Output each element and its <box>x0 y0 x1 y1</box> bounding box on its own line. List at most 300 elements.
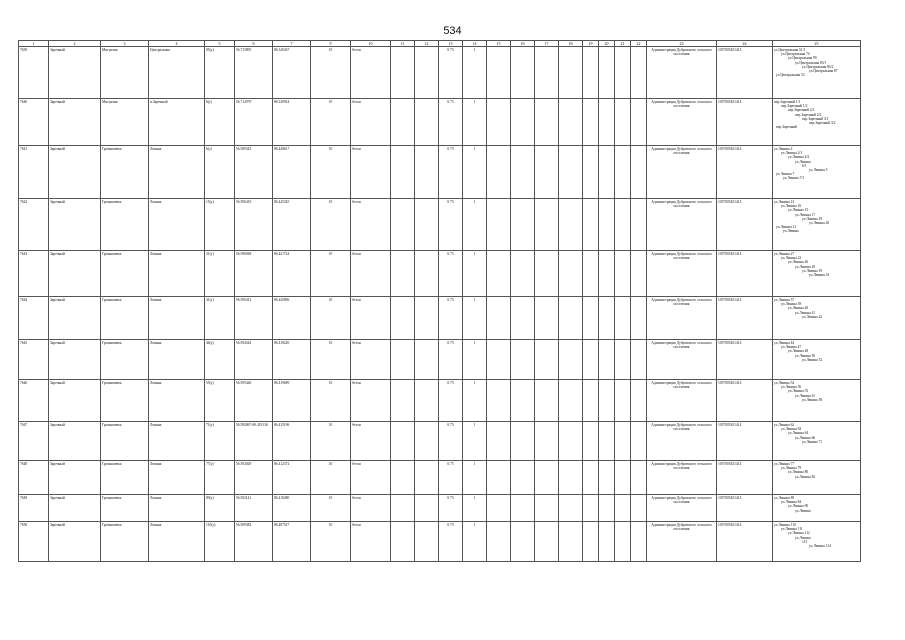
settlement-cell: Громышевка <box>101 199 149 251</box>
house-cell: 15(у) <box>205 199 235 251</box>
street-cell: Ленина <box>149 146 205 199</box>
column-number-cell: 17 <box>535 41 559 47</box>
address-line: ул.Ленина 4/2 <box>788 155 810 160</box>
address-line: ул.Ленина 19 <box>802 268 823 273</box>
house-cell: 31(у) <box>205 251 235 297</box>
address-line: ул.Ленина 63 <box>781 427 802 432</box>
empty-cell <box>487 461 511 495</box>
house-cell: 6(у) <box>205 99 235 146</box>
empty-cell <box>583 47 599 99</box>
address-line: ул.Центральная 99 <box>788 56 817 61</box>
empty-cell <box>391 522 415 562</box>
column-number-cell: 19 <box>583 41 599 47</box>
address-line: ул.Ленина 52 <box>802 357 823 362</box>
owner-cell: Администрация Дубровского сельского поселения <box>647 495 717 522</box>
longitude-cell: 86.407527 <box>273 522 311 562</box>
empty-cell <box>415 99 439 146</box>
address-line: ул.Ленина 33 <box>809 273 830 278</box>
house-cell: 41(у) <box>205 297 235 340</box>
street-cell: Ленина <box>149 495 205 522</box>
column-number-cell: 9 <box>311 41 351 47</box>
empty-cell <box>511 522 535 562</box>
empty-cell <box>599 522 615 562</box>
column-number-cell: 5 <box>205 41 235 47</box>
longitude-cell: 86.419689 <box>273 380 311 422</box>
empty-cell <box>631 47 647 99</box>
settlement-cell: Громышевка <box>101 340 149 380</box>
empty-cell <box>535 461 559 495</box>
column-number-cell: 20 <box>599 41 615 47</box>
settlement-cell: Громышевка <box>101 251 149 297</box>
empty-cell <box>615 47 631 99</box>
address-line: ул.Ленина 90 <box>788 504 809 509</box>
count-cell: 1 <box>463 380 487 422</box>
owner-cell: Администрация Дубровского сельского поселения <box>647 297 717 340</box>
empty-cell <box>615 251 631 297</box>
empty-cell <box>535 422 559 461</box>
empty-cell <box>391 99 415 146</box>
empty-cell <box>559 297 583 340</box>
area-cell: 0.75 <box>439 99 463 146</box>
district-cell: Заречный <box>49 422 101 461</box>
address-line: ул.Ленина <box>795 535 811 540</box>
ogrn-cell: 1057005451414 <box>717 422 773 461</box>
longitude-cell: 86.418220 <box>273 340 311 380</box>
empty-cell <box>487 495 511 522</box>
row-number-cell: 7643 <box>19 251 49 297</box>
empty-cell <box>615 146 631 199</box>
empty-cell <box>599 461 615 495</box>
address-line: ул.Ленина 61 <box>795 393 816 398</box>
empty-cell <box>391 461 415 495</box>
address-line: ул.Ленина 50 <box>795 353 816 358</box>
ogrn-cell: 1057005451414 <box>717 297 773 340</box>
house-cell: 89(у) <box>205 495 235 522</box>
address-line: ул.Ленина 111 <box>781 527 803 532</box>
street-cell: Ленина <box>149 422 205 461</box>
table-row <box>19 380 861 422</box>
material-cell: бетон <box>351 340 391 380</box>
table-row <box>19 99 861 146</box>
empty-cell <box>511 146 535 199</box>
addresses-cell <box>773 461 861 495</box>
empty-cell <box>631 99 647 146</box>
empty-cell <box>599 495 615 522</box>
empty-cell <box>535 297 559 340</box>
owner-cell: Администрация Дубровского сельского поселения <box>647 340 717 380</box>
district-cell: Заречный <box>49 297 101 340</box>
longitude-cell: 86.330924 <box>273 99 311 146</box>
col9-cell: 10 <box>311 146 351 199</box>
district-cell: Заречный <box>49 47 101 99</box>
row-number-cell: 7639 <box>19 47 49 99</box>
area-cell: 0.75 <box>439 199 463 251</box>
address-line: пер.Заречный 1/2 <box>781 104 808 109</box>
address-line: ул.Ленина 42 <box>802 314 823 319</box>
area-cell: 0.75 <box>439 522 463 562</box>
addresses-cell <box>773 146 861 199</box>
empty-cell <box>583 251 599 297</box>
row-number-cell: 7648 <box>19 461 49 495</box>
addresses-cell <box>773 522 861 562</box>
latitude-cell: 56.592029 <box>235 461 273 495</box>
ogrn-cell: 1057005451414 <box>717 461 773 495</box>
empty-cell <box>391 251 415 297</box>
row-number-cell: 7645 <box>19 340 49 380</box>
street-cell: Ленина <box>149 199 205 251</box>
count-cell: 1 <box>463 199 487 251</box>
empty-cell <box>599 99 615 146</box>
address-line: ул.Ленина 62 <box>774 423 795 427</box>
empty-cell <box>391 146 415 199</box>
empty-cell <box>559 340 583 380</box>
longitude-cell: 86.420096 <box>273 297 311 340</box>
empty-cell <box>583 99 599 146</box>
address-line: ул.Ленина 39 <box>781 302 802 307</box>
table-row <box>19 199 861 251</box>
column-number-cell: 1 <box>19 41 49 47</box>
column-number-cell: 12 <box>415 41 439 47</box>
addresses-cell <box>773 422 861 461</box>
owner-cell: Администрация Дубровского сельского поселения <box>647 380 717 422</box>
owner-cell: Администрация Дубровского сельского поселения <box>647 251 717 297</box>
row-number-cell: 7647 <box>19 422 49 461</box>
address-line: ул.Ленина 7 <box>776 172 795 177</box>
empty-cell <box>415 422 439 461</box>
material-cell: бетон <box>351 297 391 340</box>
empty-cell <box>415 146 439 199</box>
address-line: ул.Ленина 22 <box>781 256 802 261</box>
empty-cell <box>535 47 559 99</box>
material-cell: бетон <box>351 495 391 522</box>
house-cell: 110(у) <box>205 522 235 562</box>
empty-cell <box>535 522 559 562</box>
count-cell: 1 <box>463 146 487 199</box>
address-line: ул.Ленина 37 <box>774 298 795 302</box>
empty-cell <box>415 199 439 251</box>
material-cell: бетон <box>351 251 391 297</box>
addresses-cell <box>773 340 861 380</box>
latitude-cell: 56.712979 <box>235 99 273 146</box>
ogrn-cell: 1057005451414 <box>717 340 773 380</box>
longitude-cell: 86.410280 <box>273 495 311 522</box>
district-cell: Заречный <box>49 495 101 522</box>
empty-cell <box>415 47 439 99</box>
col9-cell: 10 <box>311 99 351 146</box>
empty-cell <box>487 297 511 340</box>
empty-cell <box>487 146 511 199</box>
empty-cell <box>631 422 647 461</box>
empty-cell <box>535 495 559 522</box>
latitude-cell: 56.589343 <box>235 146 273 199</box>
address-line: ул.Ленина 27 <box>774 252 795 256</box>
material-cell: бетон <box>351 99 391 146</box>
empty-cell <box>559 422 583 461</box>
column-number-cell: 10 <box>351 41 391 47</box>
street-cell: Ленина <box>149 251 205 297</box>
address-line: ул.Ленина <box>795 508 811 513</box>
empty-cell <box>631 146 647 199</box>
house-cell: 85(у) <box>205 47 235 99</box>
empty-cell <box>599 297 615 340</box>
empty-cell <box>583 495 599 522</box>
empty-cell <box>415 461 439 495</box>
column-number-cell: 2 <box>49 41 101 47</box>
empty-cell <box>511 495 535 522</box>
count-cell: 1 <box>463 297 487 340</box>
material-cell: бетон <box>351 461 391 495</box>
district-cell: Заречный <box>49 380 101 422</box>
address-line: ул.Ленина 41 <box>795 310 816 315</box>
owner-cell: Администрация Дубровского сельского поселения <box>647 422 717 461</box>
street-cell: Ленина <box>149 380 205 422</box>
column-number-cell: 3 <box>101 41 149 47</box>
col9-cell: 10 <box>311 422 351 461</box>
house-cell: 77(у) <box>205 461 235 495</box>
empty-cell <box>631 461 647 495</box>
table-row <box>19 422 861 461</box>
empty-cell <box>487 99 511 146</box>
address-line: ул.Ленина 77 <box>774 462 795 466</box>
address-line: пер.Заречный 1/1 <box>774 100 801 104</box>
material-cell: бетон <box>351 422 391 461</box>
row-number-cell: 7650 <box>19 522 49 562</box>
settlement-cell: Громышевка <box>101 297 149 340</box>
address-line: ул.Центральная 83/1 <box>795 60 827 65</box>
empty-cell <box>391 495 415 522</box>
ogrn-cell: 1057005451414 <box>717 199 773 251</box>
table-row <box>19 522 861 562</box>
house-cell: 71(у) <box>205 422 235 461</box>
ogrn-cell: 1057005451414 <box>717 47 773 99</box>
empty-cell <box>487 340 511 380</box>
ogrn-cell: 1057005451414 <box>717 380 773 422</box>
column-number-cell: 23 <box>647 41 717 47</box>
area-cell: 0.75 <box>439 340 463 380</box>
addresses-cell <box>773 495 861 522</box>
ogrn-cell: 1057005451414 <box>717 99 773 146</box>
empty-cell <box>583 422 599 461</box>
empty-cell <box>487 199 511 251</box>
latitude-cell: 56.590412 <box>235 297 273 340</box>
latitude-cell: 56.596948 <box>235 251 273 297</box>
addresses-cell <box>773 297 861 340</box>
address-line: ул.Ленина 66 <box>795 435 816 440</box>
empty-cell <box>511 297 535 340</box>
material-cell: бетон <box>351 522 391 562</box>
district-cell: Заречный <box>49 522 101 562</box>
empty-cell <box>391 380 415 422</box>
empty-cell <box>511 422 535 461</box>
row-number-cell: 7649 <box>19 495 49 522</box>
empty-cell <box>415 297 439 340</box>
district-cell: Заречный <box>49 461 101 495</box>
count-cell: 1 <box>463 522 487 562</box>
empty-cell <box>599 199 615 251</box>
col9-cell: 10 <box>311 522 351 562</box>
address-line: пер.Заречный 3/2 <box>809 121 836 126</box>
empty-cell <box>535 99 559 146</box>
district-cell: Заречный <box>49 99 101 146</box>
empty-cell <box>599 422 615 461</box>
empty-cell <box>415 340 439 380</box>
column-number-cell: 4 <box>149 41 205 47</box>
address-line: пер.Заречный 2/1 <box>788 108 815 113</box>
address-line: пер.Заречный 3/1 <box>802 116 829 121</box>
col9-cell: 10 <box>311 251 351 297</box>
empty-cell <box>615 461 631 495</box>
area-cell: 0.75 <box>439 461 463 495</box>
empty-cell <box>559 146 583 199</box>
table-row <box>19 251 861 297</box>
empty-cell <box>615 99 631 146</box>
address-line: ул.Ленина 80 <box>788 470 809 475</box>
empty-cell <box>511 340 535 380</box>
column-number-cell: 21 <box>615 41 631 47</box>
area-cell: 0.75 <box>439 380 463 422</box>
address-line: ул.Ленина 29 <box>795 264 816 269</box>
empty-cell <box>631 522 647 562</box>
count-cell: 1 <box>463 495 487 522</box>
empty-cell <box>631 251 647 297</box>
settlement-cell: Громышевка <box>101 495 149 522</box>
table-row <box>19 146 861 199</box>
address-line: ул.Ленина 26 <box>788 260 809 265</box>
address-line: ул.Ленина <box>783 229 799 234</box>
empty-cell <box>511 99 535 146</box>
owner-cell: Администрация Дубровского сельского поселения <box>647 47 717 99</box>
empty-cell <box>583 297 599 340</box>
longitude-cell: 86.428617 <box>273 146 311 199</box>
page-number: 534 <box>443 25 462 37</box>
col9-cell: 10 <box>311 340 351 380</box>
column-number-cell: 7 <box>273 41 311 47</box>
empty-cell <box>415 251 439 297</box>
address-line: ул.Ленина 13 <box>774 200 795 204</box>
address-line: ул.Ленина 82 <box>795 474 816 479</box>
empty-cell <box>631 199 647 251</box>
address-line: ул.Ленина 48 <box>788 349 809 354</box>
settlement-cell: Громышевка <box>101 461 149 495</box>
address-line: ул.Ленина 56 <box>781 385 802 390</box>
empty-cell <box>391 199 415 251</box>
area-cell: 0.75 <box>439 495 463 522</box>
district-cell: Заречный <box>49 199 101 251</box>
empty-cell <box>615 380 631 422</box>
empty-cell <box>535 199 559 251</box>
empty-cell <box>391 297 415 340</box>
latitude-cell: 56.589382 <box>235 522 273 562</box>
street-cell: Ленина <box>149 297 205 340</box>
longitude-cell: 86.425345 <box>273 199 311 251</box>
ogrn-cell: 1057005451414 <box>717 146 773 199</box>
empty-cell <box>559 522 583 562</box>
row-number-cell: 7640 <box>19 99 49 146</box>
empty-cell <box>615 297 631 340</box>
empty-cell <box>535 146 559 199</box>
latitude-cell: 56.592867-60.419136 <box>235 422 273 461</box>
empty-cell <box>559 461 583 495</box>
col9-cell: 10 <box>311 47 351 99</box>
material-cell: бетон <box>351 380 391 422</box>
table-row <box>19 461 861 495</box>
owner-cell: Администрация Дубровского сельского поселения <box>647 146 717 199</box>
empty-cell <box>583 380 599 422</box>
empty-cell <box>559 380 583 422</box>
table-row <box>19 495 861 522</box>
empty-cell <box>615 522 631 562</box>
empty-cell <box>391 47 415 99</box>
count-cell: 1 <box>463 47 487 99</box>
empty-cell <box>631 297 647 340</box>
column-number-cell: 6 <box>235 41 273 47</box>
addresses-cell <box>773 251 861 297</box>
empty-cell <box>583 522 599 562</box>
address-line: ул.Ленина 5 <box>809 168 828 173</box>
count-cell: 1 <box>463 99 487 146</box>
address-line: ул.Центральная 87 <box>809 69 838 74</box>
empty-cell <box>487 47 511 99</box>
latitude-cell: 56.592141 <box>235 495 273 522</box>
address-line: ул.Ленина 40 <box>788 306 809 311</box>
empty-cell <box>615 495 631 522</box>
column-number-cell: 24 <box>717 41 773 47</box>
area-cell: 0.75 <box>439 251 463 297</box>
address-line: ул.Центральная 84/2 <box>802 64 834 69</box>
empty-cell <box>559 199 583 251</box>
table-row <box>19 340 861 380</box>
address-line: ул.Центральная 74 <box>781 52 810 57</box>
address-line: ул.Ленина 18 <box>802 216 823 221</box>
registry-table <box>18 40 861 562</box>
empty-cell <box>487 251 511 297</box>
settlement-cell: Громышевка <box>101 522 149 562</box>
address-line: ул.Ленина 16 <box>781 204 802 209</box>
longitude-cell: 86.421724 <box>273 251 311 297</box>
ogrn-cell: 1057005451414 <box>717 522 773 562</box>
address-line: ул.Ленина 20 <box>809 221 830 226</box>
table-body <box>19 47 861 562</box>
address-line: пер.Заречный <box>776 125 797 130</box>
settlement-cell: Мигунчик <box>101 47 149 99</box>
address-line: ул.Ленина 114 <box>809 544 831 549</box>
empty-cell <box>631 495 647 522</box>
count-cell: 1 <box>463 251 487 297</box>
longitude-cell: 86.415196 <box>273 422 311 461</box>
address-line: пер.Заречный 2/2 <box>795 112 822 117</box>
address-line: ул.Ленина 2/1 <box>781 151 803 156</box>
row-number-cell: 7646 <box>19 380 49 422</box>
address-line: ул.Ленина 55 <box>788 389 809 394</box>
empty-cell <box>631 340 647 380</box>
col9-cell: 10 <box>311 199 351 251</box>
column-number-cell: 16 <box>511 41 535 47</box>
address-line: 115 <box>802 539 808 544</box>
addresses-cell <box>773 47 861 99</box>
material-cell: бетон <box>351 146 391 199</box>
empty-cell <box>559 495 583 522</box>
area-cell: 0.75 <box>439 297 463 340</box>
ogrn-cell: 1057005451414 <box>717 495 773 522</box>
district-cell: Заречный <box>49 146 101 199</box>
longitude-cell: 86.326347 <box>273 47 311 99</box>
address-line: ул.Ленина 58 <box>802 397 823 402</box>
col9-cell: 10 <box>311 461 351 495</box>
column-number-cell: 15 <box>487 41 511 47</box>
empty-cell <box>559 47 583 99</box>
address-line: 6/1 <box>802 163 807 168</box>
empty-cell <box>535 251 559 297</box>
